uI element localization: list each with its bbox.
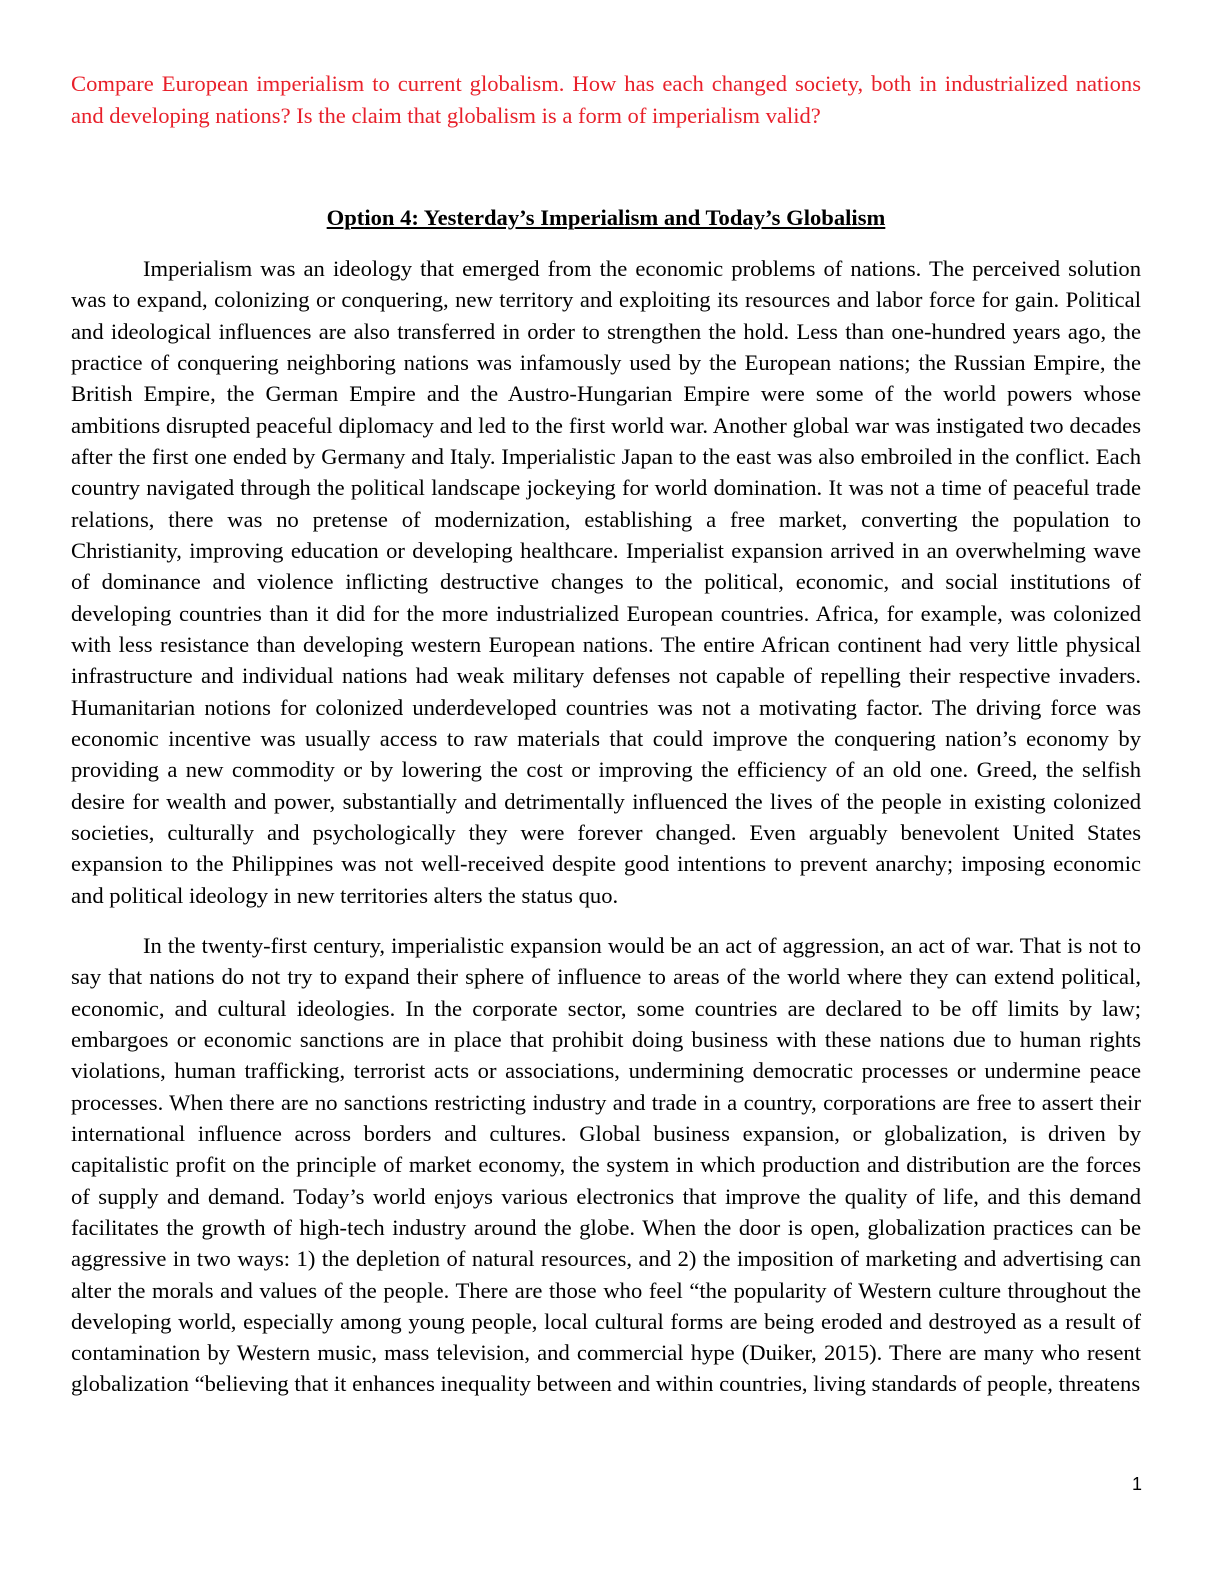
essay-body xyxy=(71,253,1141,1419)
assignment-prompt: Compare European imperialism to current globalism. How has each changed society, both in industrialized nations and developing nations? Is the claim that globalism is a form of imperialism valid? xyxy=(71,71,1141,128)
essay-title-text: Option 4: Yesterday’s Imperialism and Today’s Globalism xyxy=(326,205,886,230)
paragraph-1: Imperialism was an ideology that emerged from the economic problems of nations. The perceived solution was to expand, colonizing or conquering, new territory and exploiting its resources and labor force for gain. Political and ideological influences are also transferred in order to strengthen the hold. Less than one-hundred years ago, the practice of conquering neighboring nations was infamously used by the European nations; the Russian Empire, the British Empire, the German Empire and the Austro-Hungarian Empire were some of the world powers whose ambitions disrupted peaceful diplomacy and led to the first world war. Another global war was instigated two decades after the first one ended by Germany and Italy. Imperialistic Japan to the east was also embroiled in the conflict. Each country navigated through the political landscape jockeying for world domination. It was not a time of peaceful trade relations, there was no pretense of modernization, establishing a free market, converting the population to Christianity, improving education or developing healthcare. Imperialist expansion arrived in an overwhelming wave of dominance and violence inflicting destructive changes to the political, economic, and social institutions of developing countries than it did for the more industrialized European countries. Africa, for example, was colonized with less resistance than developing western European nations. The entire African continent had very little physical infrastructure and individual nations had weak military defenses not capable of repelling their respective invaders. Humanitarian notions for colonized underdeveloped countries was not a motivating factor. The driving force was economic incentive was usually access to raw materials that could improve the conquering nation’s economy by providing a new commodity or by lowering the cost or improving the efficiency of an old one. Greed, the selfish desire for wealth and power, substantially and detrimentally influenced the lives of the people in existing colonized societies, culturally and psychologically they were forever changed. Even arguably benevolent United States expansion to the Philippines was not well-received despite good intentions to prevent anarchy; imposing economic and political ideology in new territories alters the status quo. xyxy=(71,256,1141,908)
page-number: 1 xyxy=(1131,1474,1142,1494)
paragraph-2: In the twenty-first century, imperialistic expansion would be an act of aggression, an act of war. That is not to say that nations do not try to expand their sphere of influence to areas of the world where they can extend political, economic, and cultural ideologies. In the corporate sector, some countries are declared to be off limits by law; embargoes or economic sanctions are in place that prohibit doing business with these nations due to human rights violations, human trafficking, terrorist acts or associations, undermining democratic processes or undermine peace processes. When there are no sanctions restricting industry and trade in a country, corporations are free to assert their international influence across borders and cultures. Global business expansion, or globalization, is driven by capitalistic profit on the principle of market economy, the system in which production and distribution are the forces of supply and demand. Today’s world enjoys various electronics that improve the quality of life, and this demand facilitates the growth of high-tech industry around the globe. When the door is open, globalization practices can be aggressive in two ways: 1) the depletion of natural resources, and 2) the imposition of marketing and advertising can alter the morals and values of the people. There are those who feel “the popularity of Western culture throughout the developing world, especially among young people, local cultural forms are being eroded and destroyed as a result of contamination by Western music, mass television, and commercial hype (Duiker, 2015). There are many who resent globalization “believing that it enhances inequality between and within countries, living standards of people, threatens xyxy=(71,932,1141,1397)
essay-title xyxy=(71,202,1141,234)
